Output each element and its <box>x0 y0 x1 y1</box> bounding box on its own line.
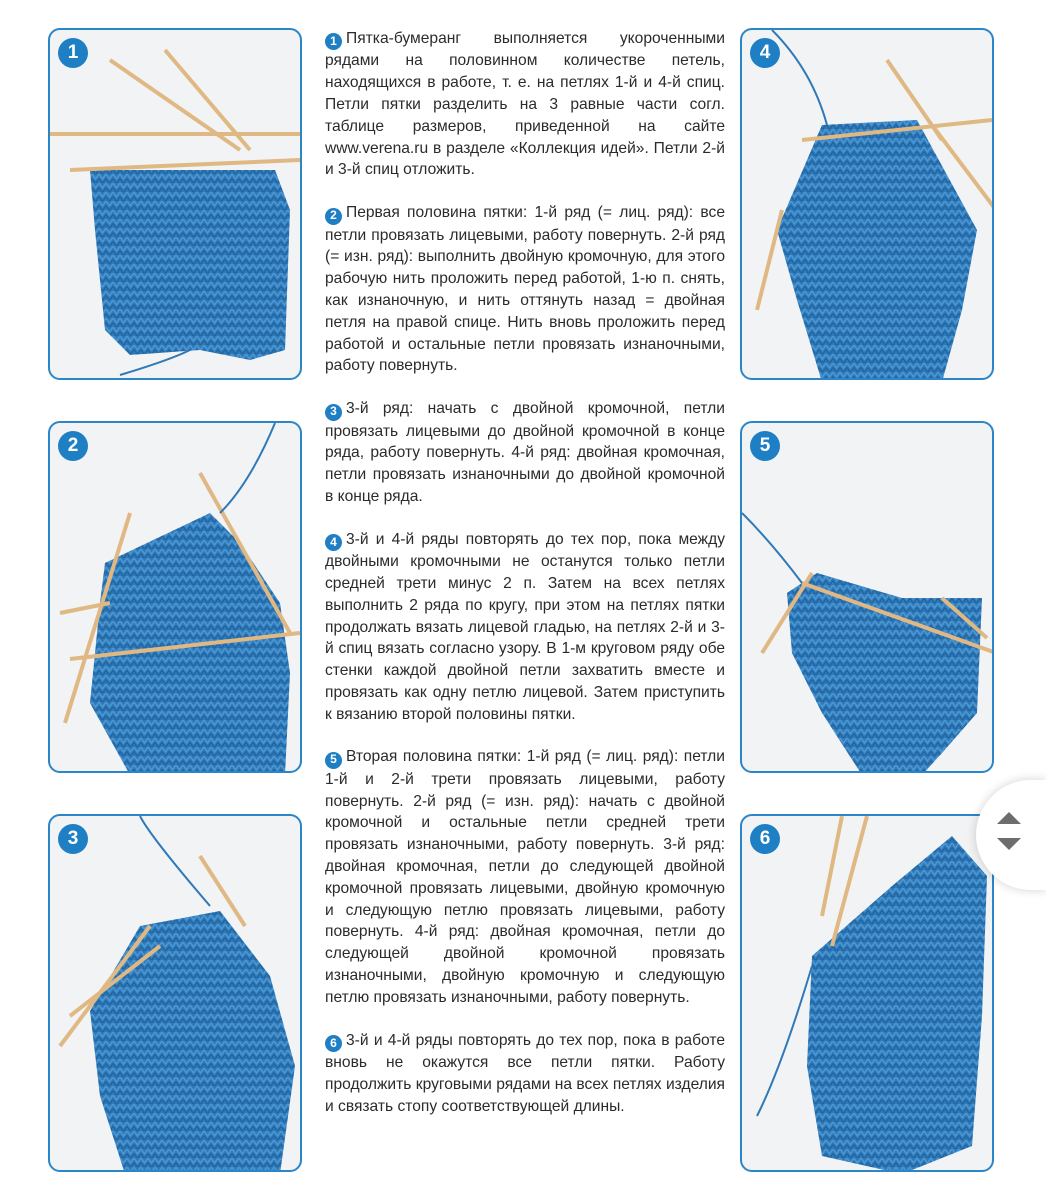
step-number-2: 2 <box>325 208 342 225</box>
photo-step-6 <box>740 814 994 1172</box>
step-paragraph-2 <box>325 202 725 377</box>
step-text-4: 3-й и 4-й ряды повторять до тех пор, пока между двойными кромочными не останутся только петли средней трети минус 2 п. Затем на всех петлях выполнить 2 ряда по кругу, при этом на петлях пятки продолжать вязать лицевой гладью, на петлях 2-й и 3-й спиц вязать согласно узору. В 1-м круговом ряду обе стенки каждой двойной петли захватить вместе и провязать как одну петлю лицевой. Затем приступить к вязанию второй половины пятки. <box>325 530 725 723</box>
step-text-6: 3-й и 4-й ряды повторять до тех пор, пока в работе вновь не окажутся все петли пятки. Работу продолжить круговыми рядами на всех петлях изделия и связать стопу соответствующей длины. <box>325 1031 725 1115</box>
knitting-photo-step-2-icon <box>50 423 302 773</box>
step-paragraph-5 <box>325 746 725 1008</box>
step-paragraph-1 <box>325 28 725 181</box>
step-number-6: 6 <box>325 1035 342 1052</box>
step-paragraph-3 <box>325 398 725 508</box>
photo-step-4 <box>740 28 994 380</box>
photo-step-5 <box>740 421 994 773</box>
instructions-text <box>325 28 725 1138</box>
step-paragraph-4 <box>325 529 725 726</box>
step-text-1: Пятка-бумеранг выполняется укороченными рядами на половинном количестве петель, находящихся в работе, т. е. на петлях 1-й и 4-й спиц. Петли пятки разделить на 3 равные части согл. таблице размеров, приведенной на сайте www.verena.ru в разделе «Коллекция идей». Петли 2-й и 3-й спиц отложить. <box>325 30 725 179</box>
step-number-4: 4 <box>325 534 342 551</box>
scroll-down-arrow-icon[interactable] <box>997 838 1021 850</box>
step-badge-3: 3 <box>58 824 88 854</box>
step-badge-4: 4 <box>750 38 780 68</box>
photo-step-1 <box>48 28 302 380</box>
step-badge-5: 5 <box>750 431 780 461</box>
step-number-3: 3 <box>325 404 342 421</box>
knitting-photo-step-4-icon <box>742 30 994 380</box>
step-badge-1: 1 <box>58 38 88 68</box>
knitting-photo-step-1-icon <box>50 30 302 380</box>
step-number-5: 5 <box>325 752 342 769</box>
step-badge-2: 2 <box>58 431 88 461</box>
step-paragraph-6 <box>325 1030 725 1118</box>
knitting-photo-step-5-icon <box>742 423 994 773</box>
knitting-photo-step-3-icon <box>50 816 302 1172</box>
step-text-2: Первая половина пятки: 1-й ряд (= лиц. ряд): все петли провязать лицевыми, работу повернуть. 2-й ряд (= изн. ряд): выполнить двойную кромочную, для этого рабочую нить проложить перед работой, 1-ю п. снять, как изнаночную, и нить оттянуть назад = двойная петля на правой спице. Нить вновь проложить перед работой и остальные петли провязать изнаночными, работу повернуть. <box>325 204 725 375</box>
knitting-photo-step-6-icon <box>742 816 994 1172</box>
step-text-5: Вторая половина пятки: 1-й ряд (= лиц. ряд): петли 1-й и 2-й трети провязать лицевыми, работу повернуть. 2-й ряд (= изн. ряд): начать с двойной кромочной и остальные петли средней трети провязать изнаночными, работу повернуть. 3-й ряд: двойная кромочная, петли до следующей двойной кромочной провязать лицевыми, двойную кромочную и следующую петлю провязать лицевыми, работу повернуть. 4-й ряд: двойная кромочная, петли до следующей двойной кромочной провязать изнаночными, двойную кромочную и следующую петлю провязать изнаночными, работу повернуть. <box>325 748 725 1006</box>
photo-step-3 <box>48 814 302 1172</box>
scroll-up-arrow-icon[interactable] <box>997 812 1021 824</box>
photo-step-2 <box>48 421 302 773</box>
step-badge-6: 6 <box>750 824 780 854</box>
step-text-3: 3-й ряд: начать с двойной кромочной, петли провязать лицевыми до двойной кромочной в конце ряда, работу повернуть. 4-й ряд: двойная кромочная, петли провязать изнаночными до двойной кромочной в конце ряда. <box>325 400 725 505</box>
step-number-1: 1 <box>325 33 342 50</box>
